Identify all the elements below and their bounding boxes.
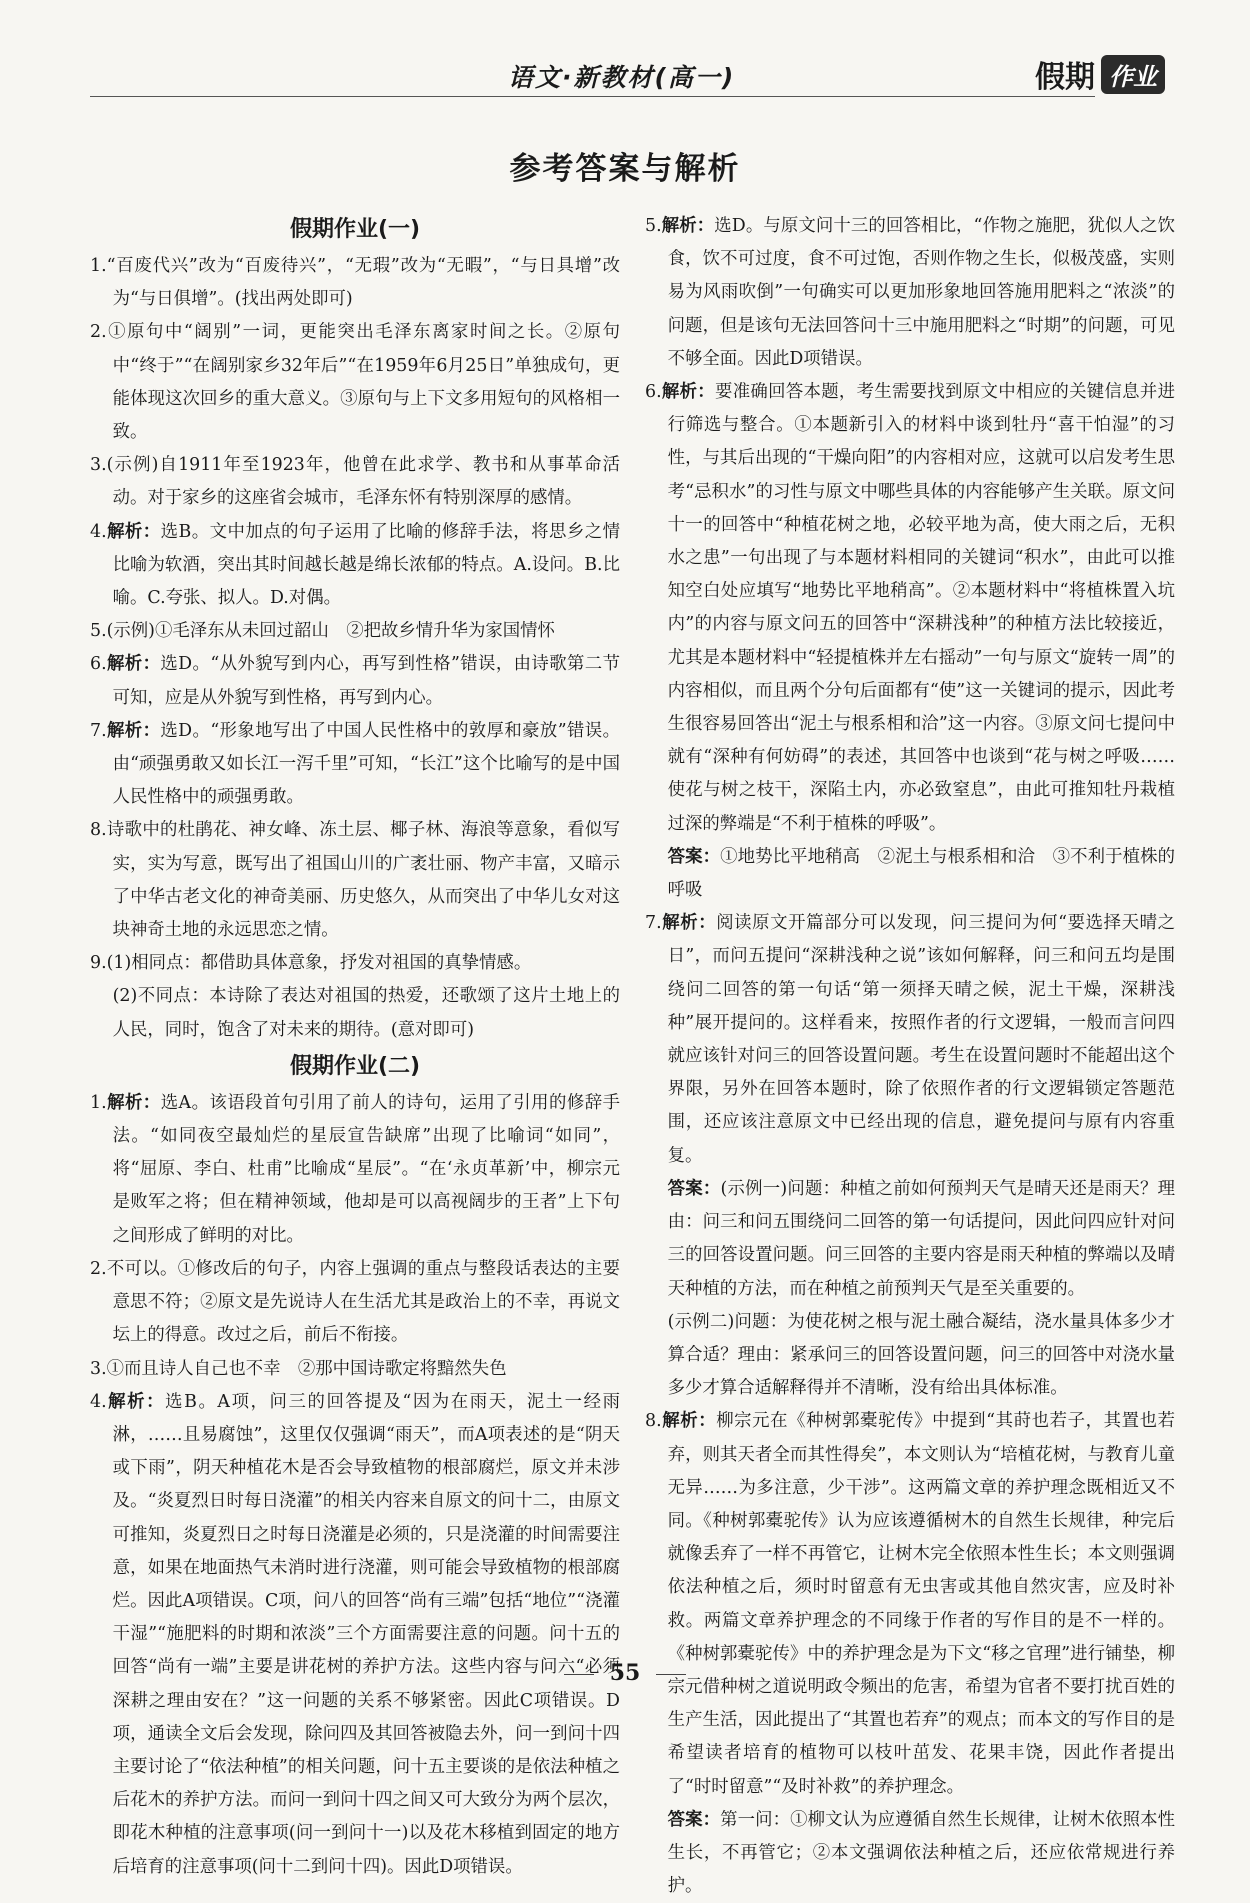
answer-number: 4. (90, 521, 107, 542)
answer-item (645, 1405, 1175, 1803)
answer-item (645, 1306, 1175, 1406)
page-number: 55 (609, 1660, 641, 1686)
answer-number: 4. (90, 1391, 107, 1412)
answer-number: 7. (90, 720, 107, 741)
answer-number: 6. (645, 382, 662, 403)
answer-number: 2. (90, 322, 107, 343)
answer-item (90, 516, 620, 616)
answer-keyword: 解析： (661, 913, 717, 934)
answer-item (90, 250, 620, 316)
answer-item (90, 1253, 620, 1353)
answer-keyword: 解析： (106, 1092, 161, 1113)
footer-dash-right (656, 1674, 686, 1675)
answer-keyword: 答案： (667, 1178, 721, 1199)
answer-keyword: 解析： (661, 1411, 717, 1432)
answer-text: 不可以。①修改后的句子，内容上强调的重点与整段话表达的主要意思不符；②原文是先说诗人在生活尤其是政治上的不幸，再说文坛上的得意。改过之后，前后不衔接。 (106, 1258, 620, 1346)
answer-item (645, 841, 1175, 907)
answer-keyword: 解析： (106, 720, 161, 741)
answer-item (645, 376, 1175, 841)
answer-text: 选B。A项，问三的回答提及“因为在雨天，泥土一经雨淋，……且易腐蚀”，这里仅仅强调“雨天”，而A项表述的是“阴天或下雨”，阴天种植花木是否会导致植物的根部腐烂，原文并未涉及。“炎夏烈日时每日浇灌”的相关内容来自原文的问十二，由原文可推知，炎夏烈日之时每日浇灌是必须的，只是浇灌的时间需要注意，如果在地面热气未消时进行浇灌，则可能会导致植物的根部腐烂。因此A项错误。C项，问八的回答“尚有三端”包括“地位”“浇灌干湿”“施肥料的时期和浓淡”三个方面需要注意的问题。问十五的回答“尚有一端”主要是讲花树的养护方法。这些内容与问六“必须深耕之理由安在？”这一问题的关系不够紧密。因此C项错误。D项，通读全文后会发现，除问四及其回答被隐去外，问一到问十四主要讨论了“依法种植”的相关问题，问十五主要谈的是依法种植之后花木的养护方法。而问一到问十四之间又可大致分为两个层次，即花木种植的注意事项(问一到问十一)以及花木移植到固定的地方后培育的注意事项(问十二到问十四)。因此D项错误。 (112, 1391, 620, 1877)
answer-number: 1. (90, 1092, 107, 1113)
answer-item (90, 947, 620, 980)
answer-item (90, 715, 620, 815)
answer-text: ①原句中“阔别”一词，更能突出毛泽东离家时间之长。②原句中“终于”“在阔别家乡32年后”“在1959年6月25日”单独成句，更能体现这次回乡的重大意义。③原句与上下文多用短句的风格相一致。 (106, 322, 620, 443)
answer-item (90, 1087, 620, 1253)
header-brand (1035, 52, 1165, 96)
answer-item (645, 210, 1175, 376)
page-header (90, 52, 1165, 94)
answer-subitem: (2)不同点：本诗除了表达对祖国的热爱，还歌颂了这片土地上的人民，同时，饱含了对未来的期待。(意对即可) (112, 986, 620, 1040)
answer-number: 3. (90, 1358, 107, 1379)
answer-item (90, 814, 620, 947)
answer-keyword: 解析： (106, 654, 161, 675)
answer-item (645, 907, 1175, 1173)
answer-number: 7. (645, 913, 662, 934)
answer-number: 3. (90, 455, 107, 476)
answer-text: (示例)①毛泽东从未回过韶山 ②把故乡情升华为家国情怀 (106, 621, 555, 642)
page-title: 参考答案与解析 (509, 151, 741, 187)
answer-number: 5. (645, 216, 662, 236)
answer-text: ①地势比平地稍高 ②泥土与根系相和洽 ③不利于植株的呼吸 (667, 846, 1175, 901)
answer-number: 1. (90, 256, 107, 276)
answer-text: (示例二)问题：为使花树之根与泥土融合凝结，浇水量具体多少才算合适？理由：紧承问三的回答设置问题，问三的回答中对浇水量多少才算合适解释得并不清晰，没有给出具体标准。 (667, 1311, 1175, 1399)
answer-keyword: 答案： (667, 1809, 721, 1830)
brand-stamp: 作业 (1101, 55, 1165, 94)
section-1-answers (90, 250, 620, 980)
section-title-2: 假期作业(二) (289, 1053, 421, 1079)
answer-keyword: 答案： (667, 846, 721, 867)
section-2-answers (90, 1087, 620, 1884)
answer-number: 9. (90, 953, 107, 974)
answer-item (645, 1173, 1175, 1306)
answer-text: 选D。“形象地写出了中国人民性格中的敦厚和豪放”错误。由“顽强勇敢又如长江一泻千里”可知，“长江”这个比喻写的是中国人民性格中的顽强勇敢。 (112, 720, 620, 808)
footer-dash-left (564, 1674, 594, 1675)
answer-text: 选D。与原文问十三的回答相比，“作物之施肥，犹似人之饮食，饮不可过度，食不可过饱，否则作物之生长，似极茂盛，实则易为风雨吹倒”一句确实可以更加形象地回答施用肥料之“浓淡”的问题，但是该句无法回答问十三中施用肥料之“时期”的问题，可见不够全面。因此D项错误。 (667, 216, 1175, 369)
answer-item (90, 316, 620, 449)
answer-text: “百废代兴”改为“百废待兴”，“无瑕”改为“无暇”，“与日具增”改为“与日俱增”。(找出两处即可) (106, 256, 620, 310)
header-subject: 语文·新教材(高一) (508, 63, 736, 92)
answer-item (90, 449, 620, 515)
answer-text: (示例一)问题：种植之前如何预判天气是晴天还是雨天？理由：问三和问五围绕问二回答的第一句话提问，因此问四应针对问三的回答设置问题。问三回答的主要内容是雨天种植的弊端以及晴天种植的方法，而在种植之前预判天气是至关重要的。 (667, 1178, 1175, 1299)
answer-text: 柳宗元在《种树郭橐驼传》中提到“其莳也若子，其置也若弃，则其天者全而其性得矣”，本文则认为“培植花树，与教育儿童无异……为多注意，少干涉”。这两篇文章的养护理念既相近又不同。《种树郭橐驼传》认为应该遵循树木的自然生长规律，种完后就像丢弃了一样不再管它，让树木完全依照本性生长；本文则强调依法种植之后，须时时留意有无虫害或其他自然灾害，应及时补救。两篇文章养护理念的不同缘于作者的写作目的是不一样的。《种树郭橐驼传》中的养护理念是为下文“移之官理”进行铺垫，柳宗元借种树之道说明政令频出的危害，希望为官者不要打扰百姓的生产生活，因此提出了“其置也若弃”的观点；而本文的写作目的是希望读者培育的植物可以枝叶茁发、花果丰饶，因此作者提出了“时时留意”“及时补救”的养护理念。 (667, 1411, 1175, 1797)
answer-text: 第一问：①柳文认为应遵循自然生长规律，让树木依照本性生长，不再管它；②本文强调依法种植之后，还应依常规进行养护。 (667, 1809, 1175, 1897)
answer-item (645, 1804, 1175, 1903)
answer-text: 选A。该语段首句引用了前人的诗句，运用了引用的修辞手法。“如同夜空最灿烂的星辰宣告缺席”出现了比喻词“如同”，将“屈原、李白、杜甫”比喻成“星辰”。“在‘永贞革新’中，柳宗元是败军之将；但在精神领域，他却是可以高视阔步的王者”上下句之间形成了鲜明的对比。 (112, 1092, 620, 1246)
answer-text: (示例)自1911年至1923年，他曾在此求学、教书和从事革命活动。对于家乡的这座省会城市，毛泽东怀有特别深厚的感情。 (106, 455, 620, 509)
answer-item (90, 648, 620, 714)
answer-text: 要准确回答本题，考生需要找到原文中相应的关键信息并进行筛选与整合。①本题新引入的材料中谈到牡丹“喜干怕湿”的习性，与其后出现的“干燥向阳”的内容相对应，这就可以启发考生思考“忌积水”的习性与原文中哪些具体的内容能够产生关联。原文问十一的回答中“种植花树之地，必较平地为高，使大雨之后，无积水之患”一句出现了与本题材料相同的关键词“积水”，由此可以推知空白处应填写“地势比平地稍高”。②本题材料中“将植株置入坑内”的内容与原文问五的回答中“深耕浅种”的种植方法比较接近，尤其是本题材料中“轻提植株并左右摇动”一句与原文“旋转一周”的内容相似，而且两个分句后面都有“使”这一关键词的提示，因此考生很容易回答出“泥土与根系相和洽”这一内容。③原文问七提问中就有“深种有何妨碍”的表述，其回答中也谈到“花与树之呼吸……使花与树之枝干，深陷土内，亦必致窒息”，由此可推知牡丹栽植过深的弊端是“不利于植株的呼吸”。 (667, 382, 1175, 834)
answer-text: 诗歌中的杜鹃花、神女峰、冻土层、椰子林、海浪等意象，看似写实，实为写意，既写出了祖国山川的广袤壮丽、物产丰富，又暗示了中华古老文化的神奇美丽、历史悠久，从而突出了中华儿女对这块神奇土地的永远思恋之情。 (106, 820, 620, 941)
answer-keyword: 解析： (661, 216, 715, 236)
answer-item (90, 1386, 620, 1884)
answer-keyword: 解析： (106, 521, 161, 542)
answer-number: 2. (90, 1258, 107, 1279)
answer-number: 8. (90, 820, 107, 841)
answer-text: 选D。“从外貌写到内心，再写到性格”错误，由诗歌第二节可知，应是从外貌写到性格，再写到内心。 (112, 654, 620, 708)
answer-number: 8. (645, 1411, 662, 1432)
answer-number: 6. (90, 654, 107, 675)
section-title-1: 假期作业(一) (289, 217, 421, 242)
right-column (645, 210, 1175, 1903)
answer-text: 阅读原文开篇部分可以发现，问三提问为何“要选择天晴之日”，而问五提问“深耕浅种之说”该如何解释，问三和问五均是围绕问二回答的第一句话“第一须择天晴之候，泥土干燥，深耕浅种”展开提问的。这样看来，按照作者的行文逻辑，一般而言问四就应该针对问三的回答设置问题。考生在设置问题时不能超出这个界限，另外在回答本题时，除了依照作者的行文逻辑锁定答题范围，还应该注意原文中已经出现的信息，避免提问与原有内容重复。 (667, 913, 1175, 1166)
answer-item (90, 1353, 620, 1386)
answer-keyword: 解析： (106, 1391, 166, 1412)
answer-text: (1)相同点：都借助具体意象，抒发对祖国的真挚情感。 (106, 953, 532, 974)
answer-text: ①而且诗人自己也不幸 ②那中国诗歌定将黯然失色 (106, 1358, 507, 1379)
page-footer (0, 1660, 1250, 1686)
answer-text: 选B。文中加点的句子运用了比喻的修辞手法，将思乡之情比喻为软酒，突出其时间越长越是绵长浓郁的特点。A.设问。B.比喻。C.夸张、拟人。D.对偶。 (112, 521, 620, 609)
right-answers (645, 210, 1175, 1903)
answer-number: 5. (90, 621, 107, 642)
left-column (90, 210, 620, 1884)
brand-word: 假期 (1035, 60, 1095, 95)
header-divider (90, 96, 1095, 97)
answer-item (90, 615, 620, 648)
answer-keyword: 解析： (661, 382, 716, 403)
